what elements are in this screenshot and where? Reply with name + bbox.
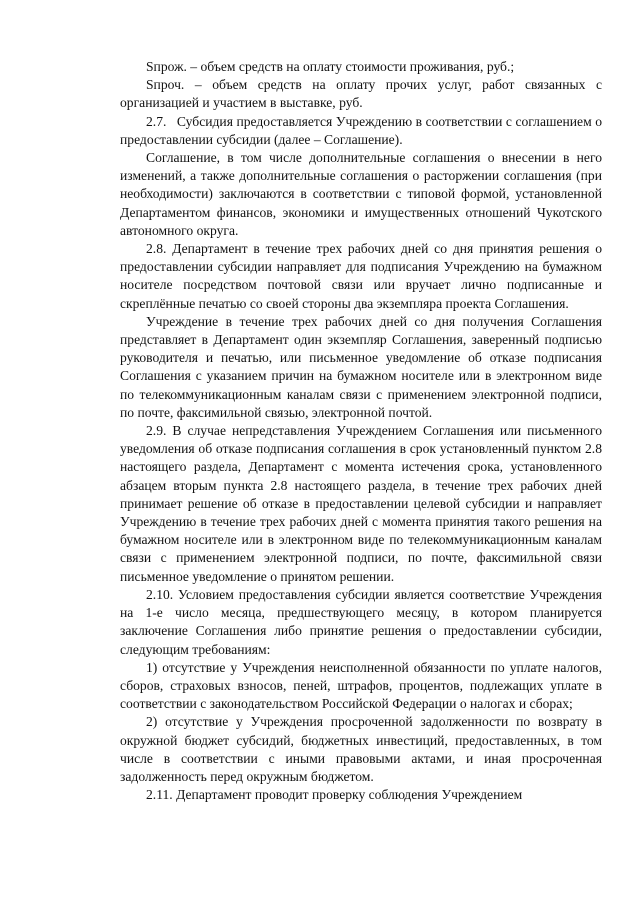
paragraph-institution-response: Учреждение в течение трех рабочих дней со дня получения Соглашения представляет в Департамент один экземпляр Соглашения, заверенный подписью руководителя и печатью, или письменное уведомление об отказе подписания Соглашения с указанием причин на бумажном носителе или в электронном виде по телекоммуникационным каналам связи с применением электронной подписи, по почте, факсимильной связью, электронной почтой.	[120, 313, 602, 420]
paragraph-2-9: 2.9. В случае непредставления Учреждением Соглашения или письменного уведомления об отказе подписания соглашения в срок установленный пунктом 2.8 настоящего раздела, Департамент с момента истечения срока, установленного абзацем вторым пункта 2.8 настоящего раздела, в течение трех рабочих дней принимает решение об отказе в предоставлении целевой субсидии и направляет Учреждению в течение трех рабочих дней с момента принятия такого решения на бумажном носителе или в электронном виде по телекоммуникационным каналам связи с применением электронной подписи, по почте, факсимильной связи письменное уведомление о принятом решении.	[120, 423, 602, 584]
paragraph-formula-accommodation: Sпрож. – объем средств на оплату стоимости проживания, руб.;	[146, 59, 515, 74]
paragraph-formula-other-services: Sпроч. – объем средств на оплату прочих услуг, работ связанных с организацией и участием в выставке, руб.	[120, 77, 602, 111]
paragraph-2-8: 2.8. Департамент в течение трех рабочих дней со дня принятия решения о предоставлении субсидии направляет для подписания Учреждению на бумажном носителе посредством почтовой связи или вручает лично подписанные и скреплённые печатью со своей стороны два экземпляра проекта Соглашения.	[120, 241, 602, 311]
paragraph-2-10: 2.10. Условием предоставления субсидии является соответствие Учреждения на 1-е число месяца, предшествующего месяцу, в котором планируется заключение Соглашения либо принятие решения о предоставлении субсидии, следующим требованиям:	[120, 586, 602, 657]
paragraph-2-11: 2.11. Департамент проводит проверку соблюдения Учреждением	[146, 787, 523, 803]
paragraph-requirement-1: 1) отсутствие у Учреждения неисполненной обязанности по уплате налогов, сборов, страховых взносов, пеней, штрафов, процентов, подлежащих уплате в соответствии с законодательством Российской Федерации о налогах и сборах;	[120, 659, 602, 712]
paragraph-2-7: 2.7. Субсидия предоставляется Учреждению в соответствии с соглашением о предоставлении субсидии (далее – Соглашение).	[120, 113, 602, 147]
paragraph-requirement-2: 2) отсутствие у Учреждения просроченной задолженности по возврату в окружной бюджет субсидий, бюджетных инвестиций, предоставленных, в том числе в соответствии с иными правовыми актами, и иная просроченная задолженность перед окружным бюджетом.	[120, 714, 602, 784]
paragraph-agreement-form: Соглашение, в том числе дополнительные соглашения о внесении в него изменений, а также дополнительные соглашения о расторжении соглашения (при необходимости) заключаются в соответствии с типовой формой, установленной Департаментом финансов, экономики и имущественных отношений Чукотского автономного округа.	[120, 150, 602, 238]
document-page	[120, 58, 602, 804]
